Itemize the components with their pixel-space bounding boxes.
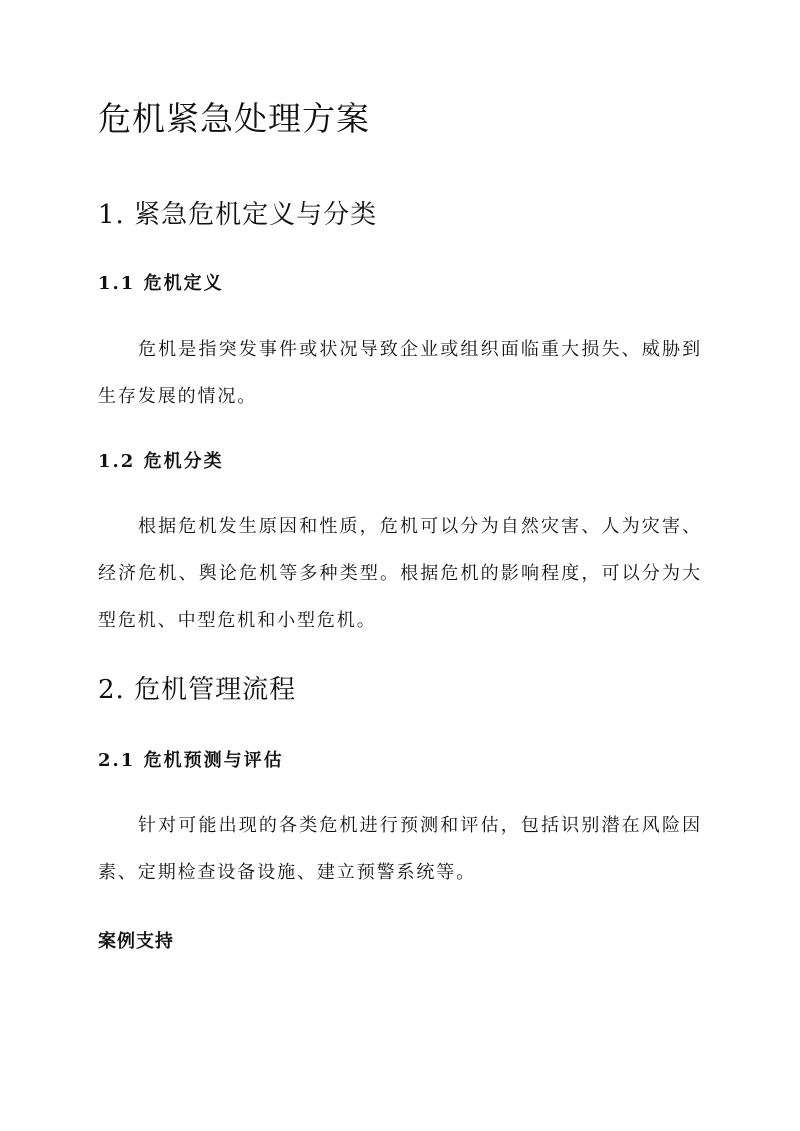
section-heading-2: 2. 危机管理流程 [98,675,297,705]
paragraph-crisis-classification: 根据危机发生原因和性质，危机可以分为自然灾害、人为灾害、经济危机、舆论危机等多种类型。根据危机的影响程度，可以分为大型危机、中型危机和小型危机。 [98,516,702,631]
paragraph-crisis-prediction: 针对可能出现的各类危机进行预测和评估，包括识别潜在风险因素、定期检查设备设施、建立预警系统等。 [98,815,702,883]
subsection-heading-1-2: 1.2 危机分类 [98,451,224,472]
section-heading-1: 1. 紧急危机定义与分类 [98,200,378,230]
paragraph-crisis-definition: 危机是指突发事件或状况导致企业或组织面临重大损失、威胁到生存发展的情况。 [98,339,702,407]
case-support-heading: 案例支持 [98,931,174,952]
subsection-heading-1-1: 1.1 危机定义 [98,273,224,294]
subsection-heading-2-1: 2.1 危机预测与评估 [98,750,284,771]
document-title: 危机紧急处理方案 [98,99,370,138]
